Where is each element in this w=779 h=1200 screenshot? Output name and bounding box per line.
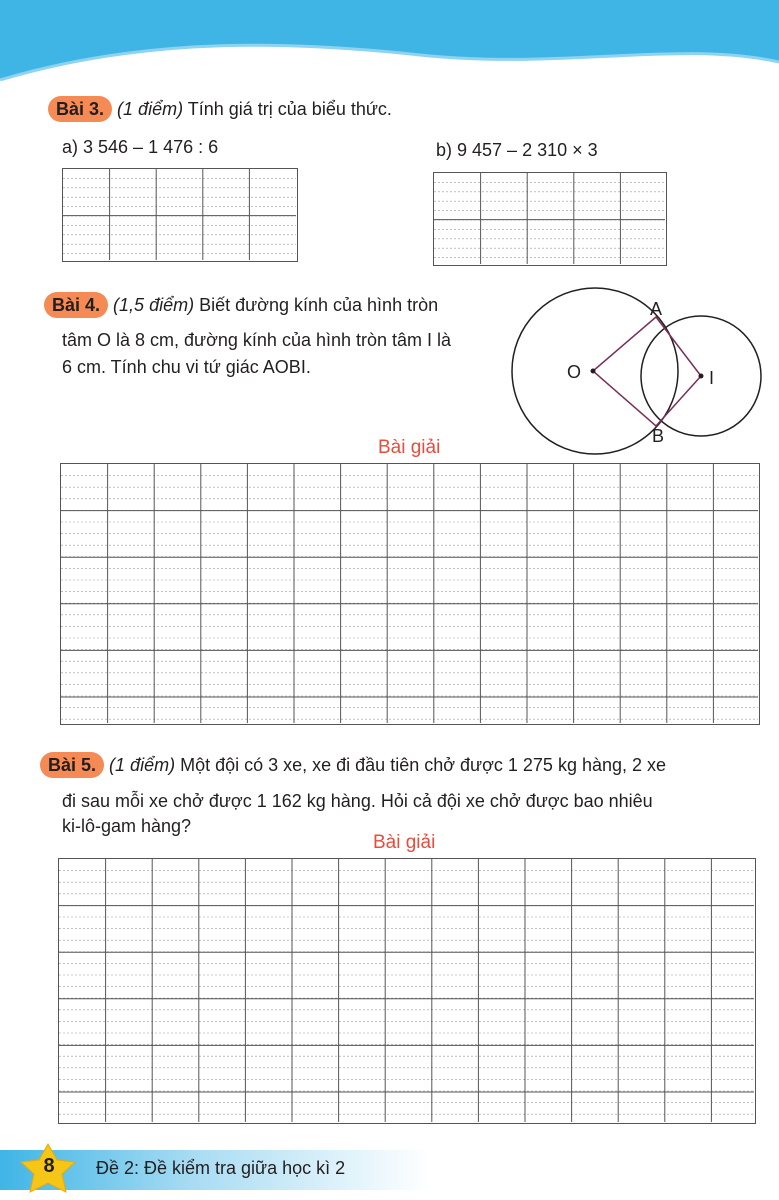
bai3-grid-a[interactable]	[62, 168, 298, 262]
page-number: 8	[43, 1155, 55, 1177]
bai3-points: (1 điểm)	[117, 99, 184, 119]
bai4-answer-grid[interactable]	[60, 463, 760, 725]
bai3-expression-b: b) 9 457 – 2 310 × 3	[436, 140, 598, 160]
bai4-text-2: tâm O là 8 cm, đường kính của hình tròn tâm I là	[62, 330, 452, 350]
bai5-line1	[40, 752, 666, 778]
bai4-points: (1,5 điểm)	[113, 295, 195, 315]
bai4-text-1: Biết đường kính của hình tròn	[199, 295, 439, 315]
bai5-answer-grid[interactable]	[58, 858, 756, 1124]
bai5-text-2: đi sau mỗi xe chở được 1 162 kg hàng. Hỏi cả đội xe chở được bao nhiêu	[62, 791, 653, 811]
bai5-text-1: Một đội có 3 xe, xe đi đầu tiên chở được 1 275 kg hàng, 2 xe	[180, 755, 667, 775]
label-i: I	[709, 368, 715, 388]
bai5-solution-title: Bài giải	[373, 832, 436, 853]
bai4-solution-title: Bài giải	[378, 437, 441, 458]
point-i	[699, 374, 704, 379]
bai4-badge: Bài 4.	[44, 292, 108, 318]
circles-figure	[505, 280, 779, 455]
bai5-points: (1 điểm)	[109, 755, 176, 775]
bai5-text-3: ki-lô-gam hàng?	[62, 816, 192, 836]
bai3-prompt: Tính giá trị của biểu thức.	[187, 99, 392, 119]
point-o	[591, 369, 596, 374]
bai3-badge: Bài 3.	[48, 96, 112, 122]
label-a: A	[650, 299, 663, 319]
footer-title: Đề 2: Đề kiểm tra giữa học kì 2	[96, 1158, 346, 1178]
label-o: O	[567, 362, 582, 382]
label-b: B	[652, 426, 665, 446]
bai3-heading	[48, 96, 392, 122]
bai4-text-3: 6 cm. Tính chu vi tứ giác AOBI.	[62, 357, 311, 377]
bai3-grid-b[interactable]	[433, 172, 667, 266]
header-wave	[0, 0, 779, 90]
quadrilateral-aobi	[593, 317, 701, 426]
bai4-line1	[44, 292, 438, 318]
bai5-badge: Bài 5.	[40, 752, 104, 778]
bai3-expression-a: a) 3 546 – 1 476 : 6	[62, 137, 219, 157]
